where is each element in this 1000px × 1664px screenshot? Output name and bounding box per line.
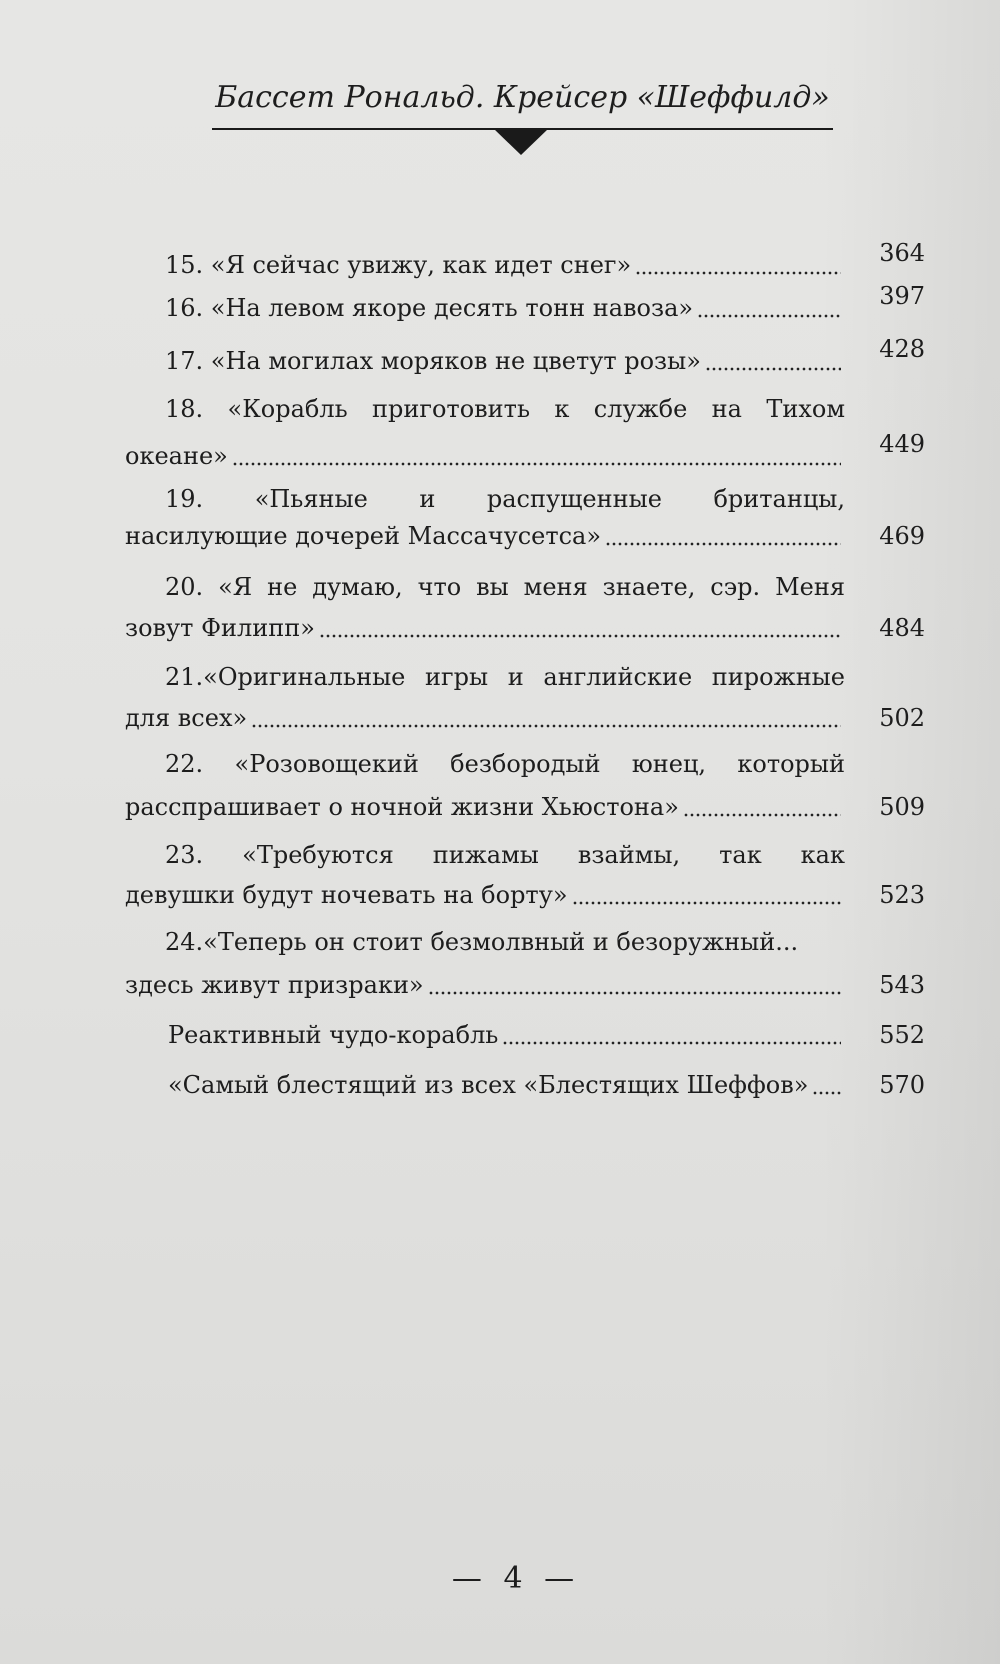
- dot-leader: [572, 901, 841, 905]
- dot-leader: [232, 462, 841, 466]
- toc-entry-page: 502: [879, 704, 925, 732]
- dot-leader: [697, 314, 841, 318]
- toc-entry-page: 397: [879, 282, 925, 310]
- toc-entry-title-line-2: насилующие дочерей Массачусетса»: [125, 522, 602, 550]
- toc-entry-17: [125, 335, 925, 381]
- toc-entry-jet-ship: [125, 1015, 925, 1055]
- toc-entry-last-line: [125, 516, 925, 556]
- toc-entry-page: 570: [879, 1071, 925, 1099]
- toc-entry-title-line-2: для всех»: [125, 704, 248, 732]
- toc-entry-last-line: [125, 698, 925, 738]
- toc-entry-title-line-1: 22. «Розовощекий безбородый юнец, который: [165, 750, 845, 778]
- toc-entry-title-line-2: зовут Филипп»: [125, 614, 315, 642]
- toc-entry-title-line-2: расспрашивает о ночной жизни Хьюстона»: [125, 793, 679, 821]
- toc-entry-last-line: [125, 875, 925, 915]
- dot-leader: [635, 271, 841, 275]
- toc-entry-last-line: [125, 608, 925, 648]
- header-triangle-ornament: [494, 129, 548, 155]
- toc-entry-title-line-2: девушки будут ночевать на борту»: [125, 881, 568, 909]
- toc-entry-title-line-1: 23. «Требуются пижамы взаймы, так как: [165, 841, 845, 869]
- toc-entry-title-line-1: 19. «Пьяные и распущенные британцы,: [165, 485, 845, 513]
- toc-entry-title: 15. «Я сейчас увижу, как идет снег»: [165, 251, 632, 279]
- toc-entry-title-line-1: 20. «Я не думаю, что вы меня знаете, сэр. Меня: [165, 573, 845, 601]
- toc-entry-page: 449: [879, 430, 925, 458]
- toc-entry-title-line-1: 21.«Оригинальные игры и английские пирожные: [165, 663, 845, 691]
- running-header-title: Бассет Рональд. Крейсер «Шеффилд»: [215, 80, 830, 115]
- toc-entry-page: 364: [879, 239, 925, 267]
- toc-entry-last-line: [125, 965, 925, 1005]
- toc-entry-page: 543: [879, 971, 925, 999]
- toc-entry-title: 17. «На могилах моряков не цветут розы»: [165, 347, 701, 375]
- toc-entry-page: 523: [879, 881, 925, 909]
- toc-entry-page: 509: [879, 793, 925, 821]
- dot-leader: [502, 1041, 841, 1045]
- dot-leader: [319, 634, 841, 638]
- toc-entry-title-line-1: 18. «Корабль приготовить к службе на Тихом: [165, 395, 845, 423]
- dot-leader: [428, 991, 841, 995]
- folio-page-number: — 4 —: [451, 1561, 575, 1596]
- toc-entry-title-line-2: здесь живут призраки»: [125, 971, 424, 999]
- toc-entry-title: Реактивный чудо-корабль: [168, 1021, 499, 1049]
- dot-leader: [251, 724, 841, 728]
- dot-leader: [683, 813, 841, 817]
- dot-leader: [812, 1091, 841, 1095]
- toc-entry-page: 484: [879, 614, 925, 642]
- toc-entry-15: [125, 239, 925, 285]
- dot-leader: [605, 542, 841, 546]
- toc-entry-last-line: [125, 787, 925, 827]
- toc-entry-16: [125, 282, 925, 328]
- toc-entry-last-line: [125, 430, 925, 476]
- toc-entry-shiniest-sheff: [125, 1065, 925, 1105]
- toc-entry-title: «Самый блестящий из всех «Блестящих Шеффов»: [168, 1071, 809, 1099]
- toc-entry-title-line-2: океане»: [125, 442, 228, 470]
- toc-entry-page: 469: [879, 522, 925, 550]
- toc-entry-page: 552: [879, 1021, 925, 1049]
- toc-entry-title: 16. «На левом якоре десять тонн навоза»: [165, 294, 694, 322]
- toc-entry-title-line-1: 24.«Теперь он стоит безмолвный и безоружный...: [165, 928, 799, 956]
- dot-leader: [705, 367, 841, 371]
- toc-entry-page: 428: [879, 335, 925, 363]
